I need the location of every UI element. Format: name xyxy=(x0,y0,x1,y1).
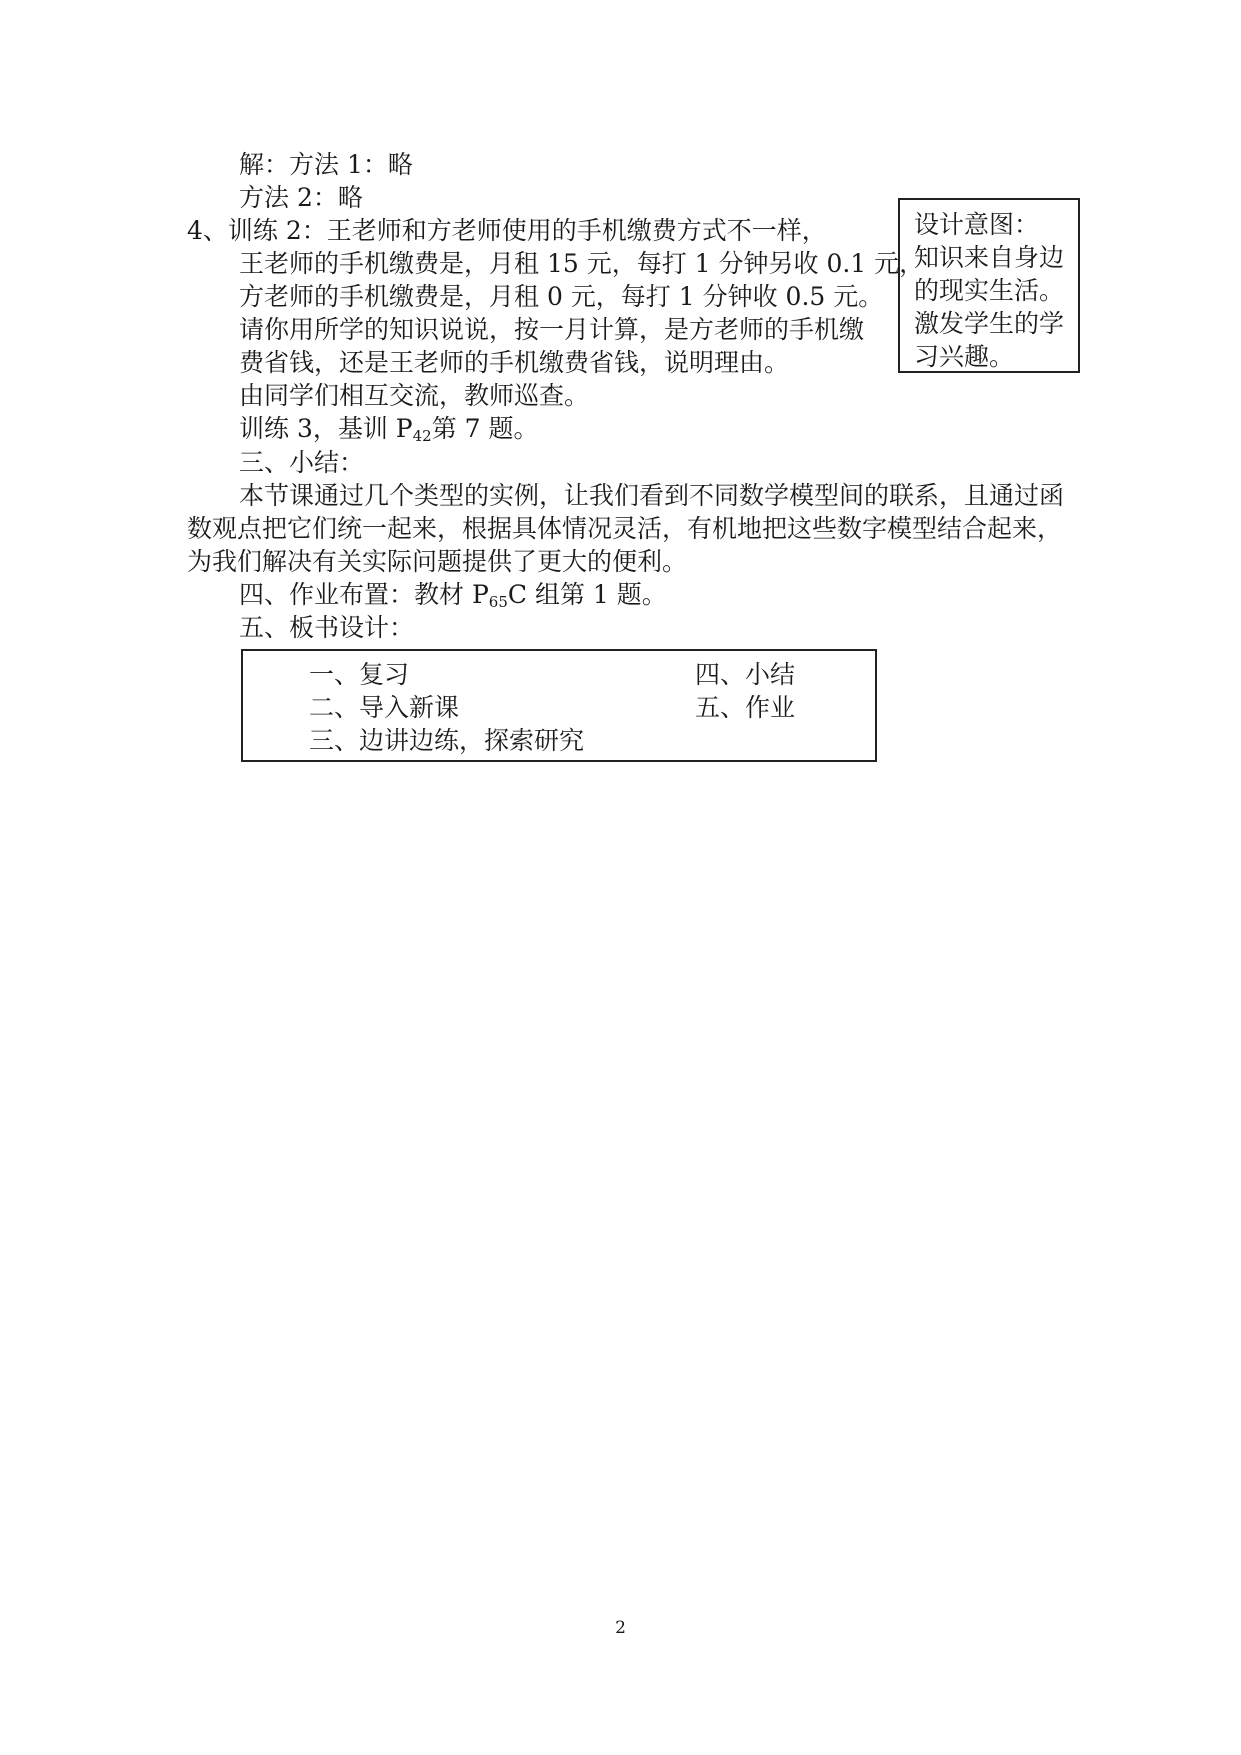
summary-heading: 三、小结： xyxy=(239,448,365,477)
solution-method-1: 解：方法 1：略 xyxy=(239,150,413,179)
design-intent-line: 知识来自身边 xyxy=(914,243,1065,272)
exercise-2-title: 4、训练 2：王老师和方老师使用的手机缴费方式不一样， xyxy=(187,216,827,245)
exercise-3 xyxy=(239,413,539,445)
board-item-homework: 五、作业 xyxy=(695,693,796,722)
homework xyxy=(239,579,667,611)
exercise-2-line: 费省钱，还是王老师的手机缴费省钱，说明理由。 xyxy=(239,348,790,377)
summary-paragraph-line: 数观点把它们统一起来，根据具体情况灵活，有机地把这些数字模型结合起来， xyxy=(187,514,1063,543)
solution-method-2: 方法 2：略 xyxy=(239,183,363,212)
blackboard-design-box xyxy=(241,649,877,762)
board-item-summary: 四、小结 xyxy=(695,660,796,689)
exercise-3-prefix: 训练 3，基训 P xyxy=(239,414,413,443)
board-design-heading: 五、板书设计： xyxy=(239,613,415,642)
homework-prefix: 四、作业布置：教材 P xyxy=(239,580,489,609)
design-intent-box xyxy=(898,198,1080,373)
summary-paragraph-line: 为我们解决有关实际问题提供了更大的便利。 xyxy=(187,547,688,576)
summary-paragraph-line: 本节课通过几个类型的实例，让我们看到不同数学模型间的联系，且通过函 xyxy=(239,481,1065,510)
board-item-new-lesson: 二、导入新课 xyxy=(309,693,460,722)
design-intent-line: 激发学生的学 xyxy=(914,309,1065,338)
exercise-3-suffix: 第 7 题。 xyxy=(431,414,539,443)
design-intent-line: 习兴趣。 xyxy=(914,342,1015,371)
homework-suffix: C 组第 1 题。 xyxy=(507,580,667,609)
homework-page-sub: 65 xyxy=(488,593,508,611)
exercise-3-page-sub: 42 xyxy=(412,427,432,445)
exercise-2-line: 王老师的手机缴费是，月租 15 元，每打 1 分钟另收 0.1 元， xyxy=(239,249,925,278)
board-item-review: 一、复习 xyxy=(309,660,410,689)
design-intent-line: 的现实生活。 xyxy=(914,276,1065,305)
exercise-2-line: 方老师的手机缴费是，月租 0 元，每打 1 分钟收 0.5 元。 xyxy=(239,282,884,311)
board-item-practice: 三、边讲边练，探索研究 xyxy=(309,726,585,755)
page-number: 2 xyxy=(615,1618,626,1638)
exercise-2-line: 由同学们相互交流，教师巡查。 xyxy=(239,381,590,410)
exercise-2-line: 请你用所学的知识说说，按一月计算，是方老师的手机缴 xyxy=(239,315,865,344)
design-intent-line: 设计意图： xyxy=(914,210,1040,239)
